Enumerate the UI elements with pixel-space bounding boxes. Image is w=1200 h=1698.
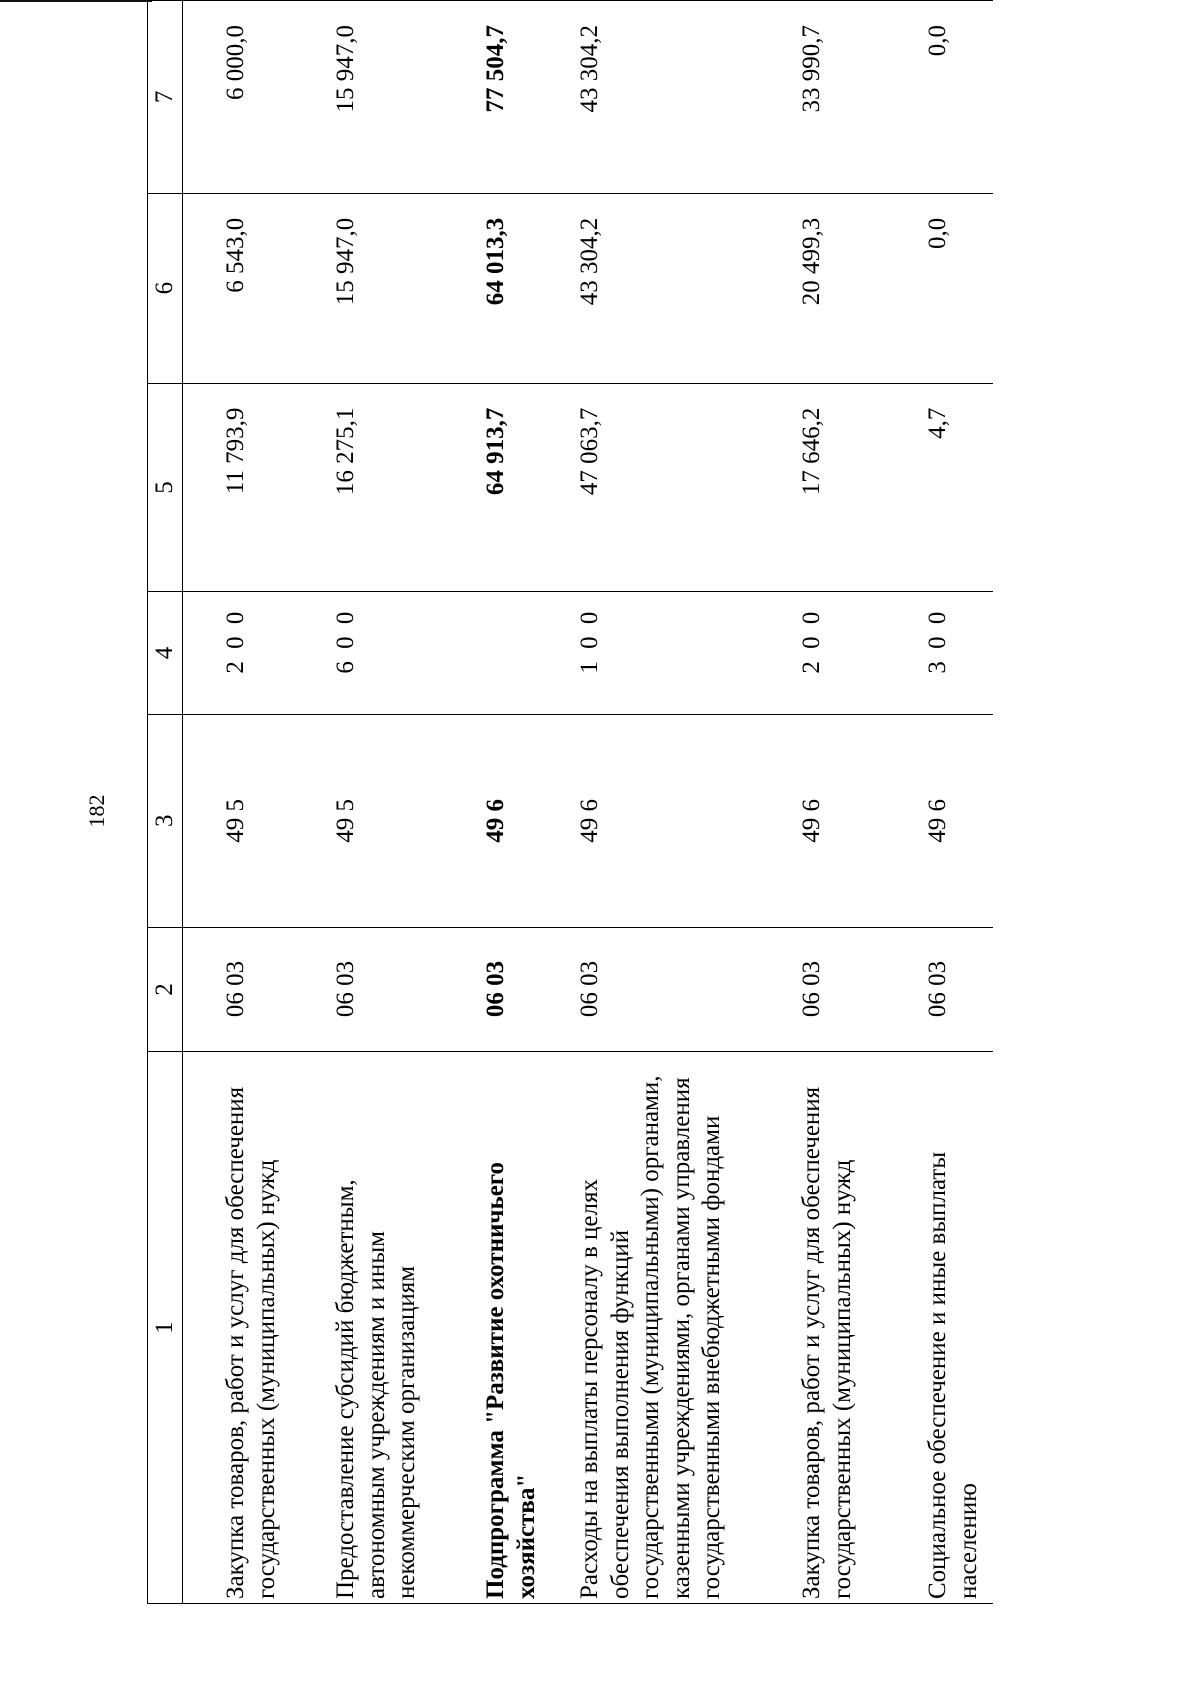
row-expense-type: 6 0 0 bbox=[307, 592, 457, 714]
row-value-7: 43 304,2 bbox=[551, 1, 773, 194]
row-expense-type: 1 0 0 bbox=[551, 592, 773, 714]
header-col-3: 3 bbox=[148, 714, 183, 927]
row-name: Предоставление субсидий бюджетным, автономным учреждениям и иным некоммерческим организациям bbox=[307, 1052, 457, 1604]
row-section-code: 06 03 bbox=[551, 927, 773, 1051]
row-value-5: 47 063,7 bbox=[551, 383, 773, 592]
row-name: Расходы на выплаты персоналу в целях обеспечения выполнения функций государственными (муниципальными) органами, казенными учреждениями, органами управления государственными внебюджетными фондами bbox=[551, 1052, 773, 1604]
row-target-code: 49 6 bbox=[773, 714, 899, 927]
row-value-5: 4,7 bbox=[899, 383, 993, 592]
row-section-code: 06 03 bbox=[457, 927, 551, 1051]
header-col-4: 4 bbox=[148, 592, 183, 714]
table-row bbox=[773, 1, 899, 1604]
row-value-7: 33 990,7 bbox=[773, 1, 899, 194]
table-header-row bbox=[148, 1, 183, 1604]
row-value-5: 11 793,9 bbox=[183, 383, 308, 592]
header-col-2: 2 bbox=[148, 927, 183, 1051]
row-target-code: 49 6 bbox=[899, 714, 993, 927]
header-col-6: 6 bbox=[148, 193, 183, 383]
row-value-5: 64 913,7 bbox=[457, 383, 551, 592]
table-row bbox=[307, 1, 457, 1604]
table-row bbox=[183, 1, 308, 1604]
row-name: Закупка товаров, работ и услуг для обеспечения государственных (муниципальных) нужд bbox=[183, 1052, 308, 1604]
row-value-5: 16 275,1 bbox=[307, 383, 457, 592]
row-section-code: 06 03 bbox=[183, 927, 308, 1051]
table-row-subprogram bbox=[457, 1, 551, 1604]
row-section-code: 06 03 bbox=[899, 927, 993, 1051]
row-value-6: 15 947,0 bbox=[307, 193, 457, 383]
row-value-6: 43 304,2 bbox=[551, 193, 773, 383]
row-expense-type: 2 0 0 bbox=[773, 592, 899, 714]
row-value-6: 64 013,3 bbox=[457, 193, 551, 383]
row-name: Подпрограмма "Развитие охотничьего хозяйства" bbox=[457, 1052, 551, 1604]
row-target-code: 49 5 bbox=[307, 714, 457, 927]
row-expense-type: 2 0 0 bbox=[183, 592, 308, 714]
row-name: Социальное обеспечение и иные выплаты населению bbox=[899, 1052, 993, 1604]
row-target-code: 49 6 bbox=[457, 714, 551, 927]
row-target-code: 49 6 bbox=[551, 714, 773, 927]
budget-table bbox=[147, 0, 993, 1604]
row-section-code: 06 03 bbox=[773, 927, 899, 1051]
row-name: Закупка товаров, работ и услуг для обеспечения государственных (муниципальных) нужд bbox=[773, 1052, 899, 1604]
row-value-5: 17 646,2 bbox=[773, 383, 899, 592]
row-value-7: 0,0 bbox=[899, 1, 993, 194]
table-row bbox=[551, 1, 773, 1604]
row-value-6: 20 499,3 bbox=[773, 193, 899, 383]
row-value-6: 6 543,0 bbox=[183, 193, 308, 383]
row-target-code: 49 5 bbox=[183, 714, 308, 927]
header-col-1: 1 bbox=[148, 1052, 183, 1604]
row-value-7: 6 000,0 bbox=[183, 1, 308, 194]
row-value-6: 0,0 bbox=[899, 193, 993, 383]
row-section-code: 06 03 bbox=[307, 927, 457, 1051]
row-value-7: 77 504,7 bbox=[457, 1, 551, 194]
row-expense-type: 3 0 0 bbox=[899, 592, 993, 714]
row-value-7: 15 947,0 bbox=[307, 1, 457, 194]
row-expense-type bbox=[457, 592, 551, 714]
header-col-5: 5 bbox=[148, 383, 183, 592]
table-row bbox=[899, 1, 993, 1604]
page-number: 182 bbox=[84, 794, 109, 828]
header-col-7: 7 bbox=[148, 1, 183, 194]
